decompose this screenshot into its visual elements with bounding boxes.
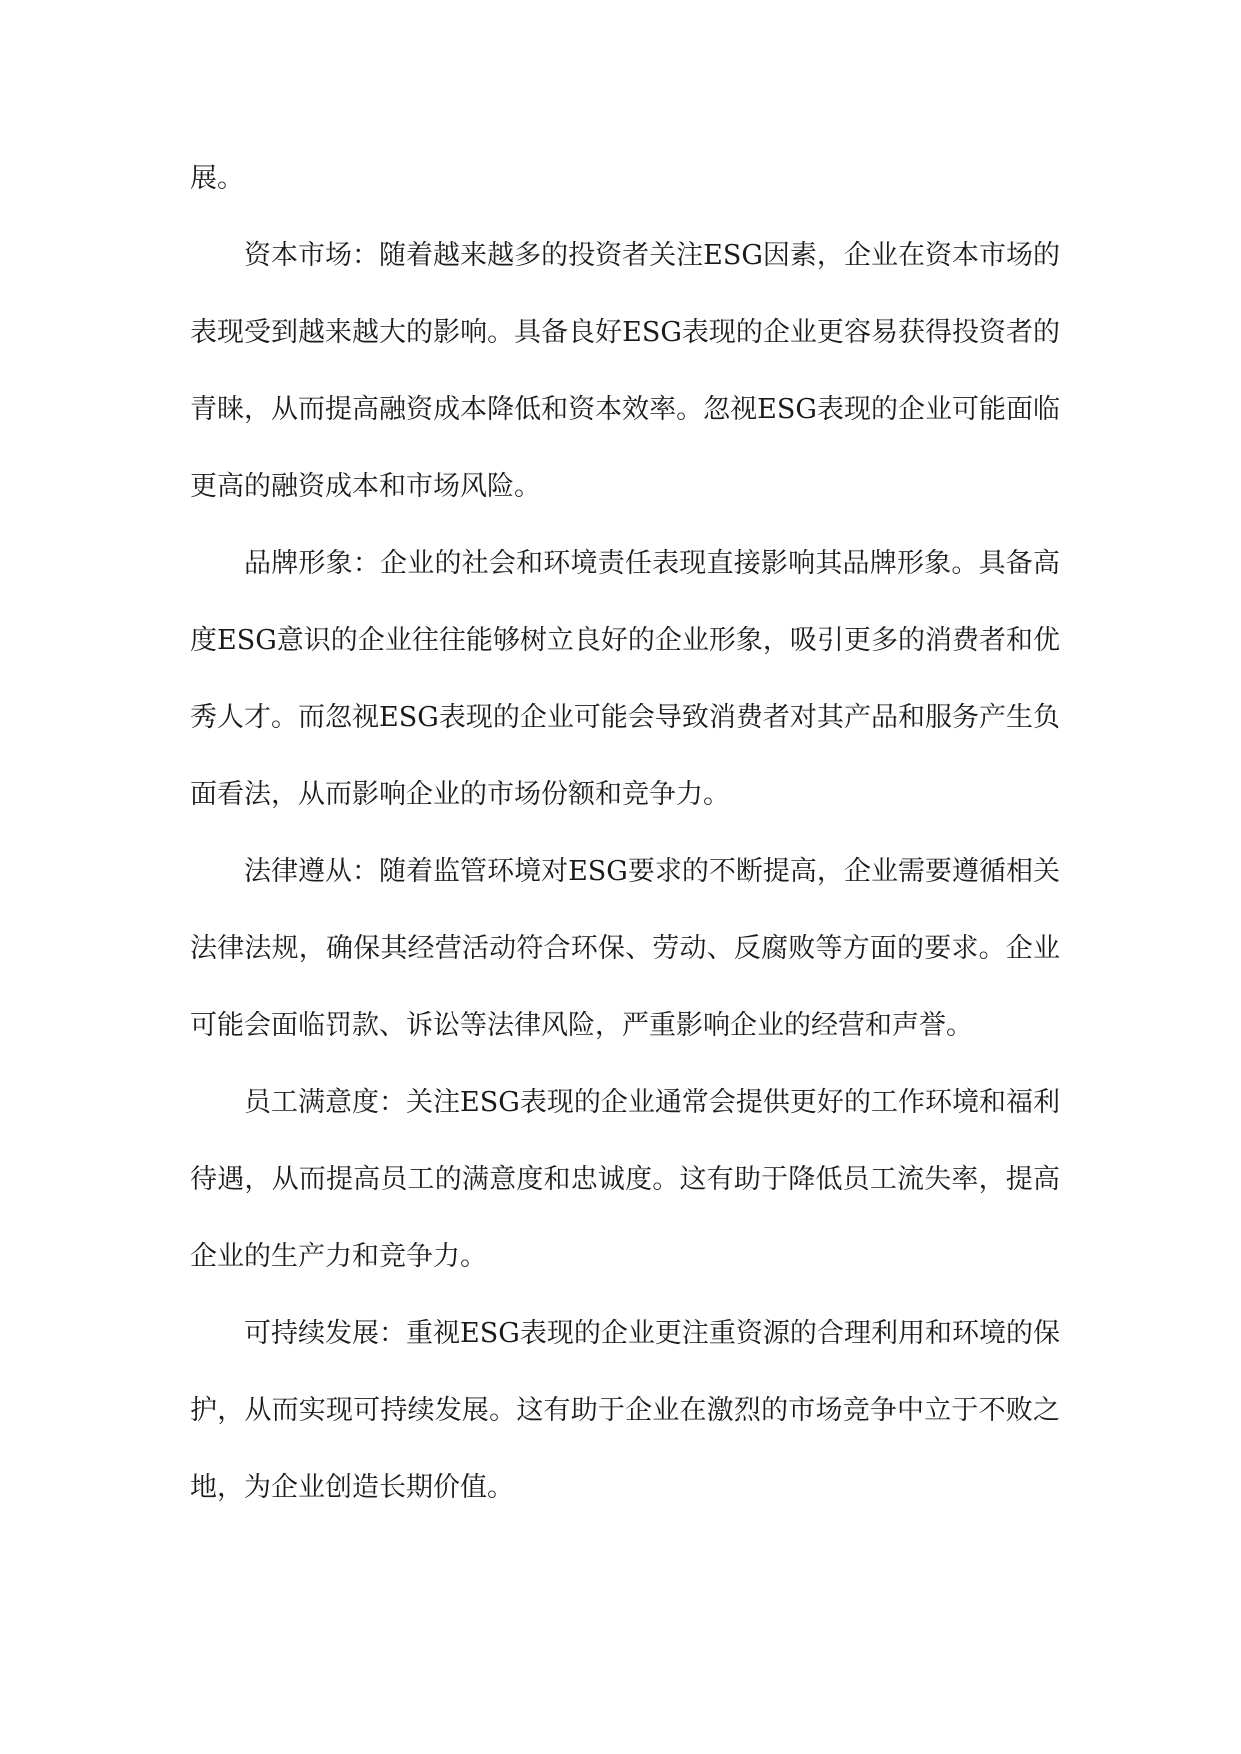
body-text <box>190 140 1060 1526</box>
paragraph-legal-compliance: 法律遵从：随着监管环境对ESG要求的不断提高，企业需要遵循相关法律法规，确保其经营活动符合环保、劳动、反腐败等方面的要求。企业可能会面临罚款、诉讼等法律风险，严重影响企业的经营和声誉。 <box>190 856 1060 1041</box>
paragraph-brand-image: 品牌形象：企业的社会和环境责任表现直接影响其品牌形象。具备高度ESG意识的企业往往能够树立良好的企业形象，吸引更多的消费者和优秀人才。而忽视ESG表现的企业可能会导致消费者对其产品和服务产生负面看法，从而影响企业的市场份额和竞争力。 <box>190 548 1060 810</box>
paragraph-employee-satisfaction: 员工满意度：关注ESG表现的企业通常会提供更好的工作环境和福利待遇，从而提高员工的满意度和忠诚度。这有助于降低员工流失率，提高企业的生产力和竞争力。 <box>190 1087 1060 1272</box>
paragraph-sustainable-development: 可持续发展：重视ESG表现的企业更注重资源的合理利用和环境的保护，从而实现可持续发展。这有助于企业在激烈的市场竞争中立于不败之地，为企业创造长期价值。 <box>190 1318 1060 1503</box>
paragraph-capital-market: 资本市场：随着越来越多的投资者关注ESG因素，企业在资本市场的表现受到越来越大的影响。具备良好ESG表现的企业更容易获得投资者的青睐，从而提高融资成本降低和资本效率。忽视ESG表现的企业可能面临更高的融资成本和市场风险。 <box>190 240 1060 502</box>
paragraph-continuation: 展。 <box>190 163 244 194</box>
